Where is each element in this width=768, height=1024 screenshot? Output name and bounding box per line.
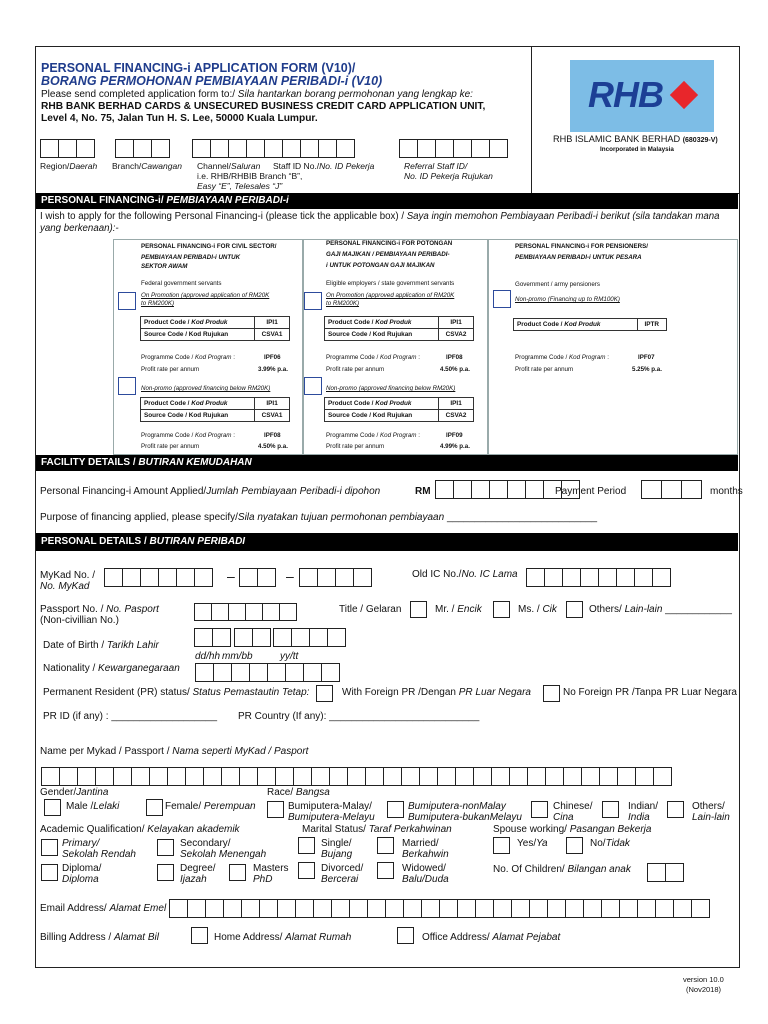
email-label: Email Address/ Alamat Emel [40,903,167,914]
channel-label: Channel/Saluran [197,161,261,171]
section-personal: PERSONAL DETAILS / BUTIRAN PERIBADI [36,533,738,551]
rhb-diamond-icon [670,81,698,109]
race-indian-label: Indian/ India [628,801,659,823]
payroll-nonpromo-label: Non-promo (approved financing below RM20K) [326,385,456,392]
billing-label: Billing Address / Alamat Bil [40,932,159,943]
region-label: Region/Daerah [40,161,98,171]
payroll-nonpromo-programme-label: Programme Code / Kod Program : [326,432,420,439]
race-others-checkbox[interactable] [667,801,684,818]
name-input[interactable] [42,767,672,786]
pensioners-rate: 5.25% p.a. [632,366,662,373]
form-title-malay: BORANG PERMOHONAN PEMBIAYAAN PERIBADI-i (V10) [41,74,383,88]
mykad-dash-2: – [286,568,294,584]
section-facility: FACILITY DETAILS / BUTIRAN KEMUDAHAN [36,455,738,471]
marital-widowed-checkbox[interactable] [377,862,394,879]
academic-label: Academic Qualification/ Kelayakan akademik [40,824,240,835]
gender-female-label: Female/ Perempuan [165,801,256,812]
civil-promo-programme: IPF06 [264,354,281,361]
payroll-nonpromo-codes: Product Code / Kod Produk IPI1 Source Code / Kod Rujukan CSVA2 [324,397,474,422]
payroll-promo-codes: Product Code / Kod Produk IPI1 Source Code / Kod Rujukan CSVA2 [324,316,474,341]
email-input[interactable] [170,899,710,918]
marital-married-checkbox[interactable] [377,837,394,854]
old-ic-input[interactable] [527,568,671,587]
civil-promo-rate-label: Profit rate per annum [141,366,200,373]
referral-id-input[interactable] [400,139,508,158]
dob-mm-hint: mm/bb [222,651,253,662]
nationality-input[interactable] [196,663,340,682]
billing-home-label: Home Address/ Alamat Rumah [214,932,352,943]
academic-degree-checkbox[interactable] [157,864,174,881]
pane-payroll [303,239,488,455]
race-label: Race/ Bangsa [267,787,330,798]
pr-with-foreign-label: With Foreign PR /Dengan PR Luar Negara [342,687,531,698]
marital-divorced-checkbox[interactable] [298,862,315,879]
billing-office-checkbox[interactable] [397,927,414,944]
civil-promo-label: On Promotion (approved application of RM20K [141,292,270,299]
civil-title-my-2: SEKTOR AWAM [141,263,188,270]
payroll-title-3: i UNTUK POTONGAN GAJI MAJIKAN [326,262,435,269]
spouse-yes-checkbox[interactable] [493,837,510,854]
payroll-eligible: Eligible employers / state government servants [326,280,455,287]
region-input[interactable] [41,139,95,158]
header-divider [531,46,532,193]
passport-label: Passport No. / No. Pasport (Non-civillian No.) [40,604,159,626]
pr-with-foreign-checkbox[interactable] [316,685,333,702]
payroll-promo-programme-label: Programme Code / Kod Program : [326,354,420,361]
pensioners-programme-label: Programme Code / Kod Program : [515,354,609,361]
payroll-nonpromo-programme: IPF09 [446,432,463,439]
dob-day-input[interactable] [195,628,231,647]
title-ms-label: Ms. / Cik [518,604,557,615]
billing-office-label: Office Address/ Alamat Pejabat [422,932,561,943]
mykad-part3-input[interactable] [300,568,372,587]
gender-male-label: Male /Lelaki [66,801,120,812]
name-label: Name per Mykad / Passport / Nama seperti MyKad / Pasport [40,746,309,757]
spouse-yes-label: Yes/Ya [517,838,548,849]
unit-address-line1: RHB BANK BERHAD CARDS & UNSECURED BUSINESS CREDIT CARD APPLICATION UNIT, [41,101,486,112]
civil-promo-label-2: to RM200K) [141,300,175,307]
gender-male-checkbox[interactable] [44,799,61,816]
marital-married-label: Married/ Berkahwin [402,838,449,860]
race-others-label: Others/ Lain-lain [692,801,730,823]
dob-year-input[interactable] [274,628,346,647]
pane-civil [113,239,303,455]
pensioners-programme: IPF07 [638,354,655,361]
children-input[interactable] [648,863,684,882]
payroll-promo-programme: IPF08 [446,354,463,361]
payroll-title-1: PERSONAL FINANCING-i FOR POTONGAN [326,240,453,247]
mykad-dash-1: – [227,568,235,584]
mykad-part1-input[interactable] [105,568,213,587]
civil-nonpromo-programme: IPF08 [264,432,281,439]
purpose-label: Purpose of financing applied, please specify/Sila nyatakan tujuan permohonan pembiayaan ___________________________ [40,512,598,523]
months-label: months [710,486,743,497]
period-input[interactable] [642,480,702,499]
send-instruction: Please send completed application form to:/ Sila hantarkan borang permohonan yang lengkap ke: [41,89,473,100]
dob-dd-hint: dd/hh [195,651,221,662]
pensioners-title: PERSONAL FINANCING-i FOR PENSIONERS/ [515,243,648,250]
channel-input[interactable] [193,139,355,158]
title-ms-checkbox[interactable] [493,601,510,618]
academic-diploma-checkbox[interactable] [41,864,58,881]
civil-nonpromo-rate-label: Profit rate per annum [141,443,200,450]
race-chinese-label: Chinese/ Cina [553,801,593,823]
branch-label: Branch/Cawangan [112,161,182,171]
payroll-nonpromo-checkbox[interactable] [304,377,322,395]
payroll-nonpromo-rate: 4.99% p.a. [440,443,470,450]
section-personal-financing: PERSONAL FINANCING-i/ PEMBIAYAAN PERIBADI-i [36,193,738,209]
payroll-promo-label: On Promotion (approved application of RM20K [326,292,455,299]
title-mr-label: Mr. / Encik [435,604,482,615]
civil-nonpromo-codes: Product Code / Kod Produk IPI1 Source Code / Kod Rujukan CSVA1 [140,397,290,422]
form-title: PERSONAL FINANCING-i APPLICATION FORM (V10)/ [41,61,356,75]
title-mr-checkbox[interactable] [410,601,427,618]
spouse-no-label: No/Tidak [590,838,630,849]
version: version 10.0 [683,975,724,984]
amount-label: Personal Financing-i Amount Applied/Jumlah Pembiayaan Peribadi-i dipohon [40,486,381,497]
pensioners-eligible: Government / army pensioners [515,281,600,288]
race-indian-checkbox[interactable] [602,801,619,818]
staff-id-label: Staff ID No./No. ID Pekerja [273,161,375,171]
pane-pensioners [488,239,738,455]
marital-divorced-label: Divorced/ Bercerai [321,863,364,885]
civil-nonpromo-label: Non-promo (approved financing below RM20K) [141,385,271,392]
civil-promo-programme-label: Programme Code / Kod Program : [141,354,235,361]
academic-masters-checkbox[interactable] [229,864,246,881]
civil-title: PERSONAL FINANCING-i FOR CIVIL SECTOR/ [141,243,277,250]
civil-eligible: Federal government servants [141,280,222,287]
civil-nonpromo-checkbox[interactable] [118,377,136,395]
marital-label: Marital Status/ Taraf Perkahwinan [302,824,452,835]
old-ic-label: Old IC No./No. IC Lama [412,569,518,580]
pr-no-foreign-checkbox[interactable] [543,685,560,702]
title-others-checkbox[interactable] [566,601,583,618]
payroll-nonpromo-rate-label: Profit rate per annum [326,443,385,450]
academic-secondary-label: Secondary/ Sekolah Menengah [180,838,267,860]
billing-home-checkbox[interactable] [191,927,208,944]
payroll-promo-rate: 4.50% p.a. [440,366,470,373]
pr-status-label: Permanent Resident (PR) status/ Status Pemastautin Tetap: [43,687,310,698]
incorporated: Incorporated in Malaysia [600,146,674,153]
mykad-part2-input[interactable] [240,568,276,587]
passport-input[interactable] [195,603,297,622]
pensioners-nonpromo-checkbox[interactable] [493,290,511,308]
children-label: No. Of Children/ Bilangan anak [493,864,631,875]
pr-no-foreign-label: No Foreign PR /Tanpa PR Luar Negara [563,687,737,698]
pr-country-label: PR Country (If any): ___________________________ [238,711,480,722]
period-label: Payment Period [555,486,627,497]
branch-input[interactable] [116,139,170,158]
referral-label-malay: No. ID Pekerja Rujukan [404,171,493,181]
pf-intro: I wish to apply for the following Personal Financing-i (please tick the applicable box) / Saya ingin memohon Pembiayaan Peribadi-i berikut (sila tandakan mana yang berkenaan):- [40,211,720,234]
channel-note-2: Easy “E”, Telesales “J” [197,181,283,191]
mykad-label: MyKad No. / No. MyKad [40,570,96,592]
unit-address-line2: Level 4, No. 75, Jalan Tun H. S. Lee, 50000 Kuala Lumpur. [41,113,318,124]
academic-primary-checkbox[interactable] [41,839,58,856]
civil-promo-rate: 3.99% p.a. [258,366,288,373]
civil-nonpromo-rate: 4.50% p.a. [258,443,288,450]
pr-id-label: PR ID (if any) : ___________________ [43,711,218,722]
academic-degree-label: Degree/ Ijazah [180,863,216,885]
payroll-promo-label-2: to RM200K) [326,300,360,307]
race-bumi-malay-label: Bumiputera-Malay/ Bumiputera-Melayu [288,801,375,823]
spouse-label: Spouse working/ Pasangan Bekerja [493,824,652,835]
bank-name: RHB ISLAMIC BANK BERHAD (680329-V) [553,134,718,144]
academic-diploma-label: Diploma/ Diploma [62,863,102,885]
marital-single-label: Single/ Bujang [321,838,353,860]
dob-month-input[interactable] [235,628,271,647]
civil-nonpromo-programme-label: Programme Code / Kod Program : [141,432,235,439]
dob-label: Date of Birth / Tarikh Lahir [43,640,159,651]
spouse-no-checkbox[interactable] [566,837,583,854]
payroll-title-2: GAJI MAJIKAN / PEMBIAYAAN PERIBADI- [326,251,450,258]
pensioners-rate-label: Profit rate per annum [515,366,574,373]
pensioners-title-my: PEMBIAYAAN PERIBADI-i UNTUK PESARA [515,254,642,261]
currency-label: RM [415,486,431,497]
academic-secondary-checkbox[interactable] [157,839,174,856]
academic-primary-label: Primary/ Sekolah Rendah [62,838,136,860]
channel-note-1: i.e. RHB/RHBIB Branch “B”, [197,171,303,181]
title-label: Title / Gelaran [339,604,402,615]
marital-widowed-label: Widowed/ Balu/Duda [402,863,449,885]
marital-single-checkbox[interactable] [298,837,315,854]
civil-promo-checkbox[interactable] [118,292,136,310]
civil-promo-codes: Product Code / Kod Produk IPI1 Source Code / Kod Rujukan CSVA1 [140,316,290,341]
civil-title-my-1: PEMBIAYAAN PERIBADI-i UNTUK [141,254,241,261]
payroll-promo-checkbox[interactable] [304,292,322,310]
race-chinese-checkbox[interactable] [531,801,548,818]
dob-yy-hint: yy/tt [280,651,299,662]
academic-masters-label: Masters PhD [253,863,289,885]
race-bumi-nonmalay-checkbox[interactable] [387,801,404,818]
nationality-label: Nationality / Kewarganegaraan [43,663,180,674]
title-others-label: Others/ Lain-lain ____________ [589,604,732,615]
race-bumi-nonmalay-label: Bumiputera-nonMalay Bumiputera-bukanMelayu [408,801,522,823]
referral-label: Referral Staff ID/ [404,161,468,171]
pensioners-codes: Product Code / Kod Produk IPTR [513,318,667,331]
payroll-promo-rate-label: Profit rate per annum [326,366,385,373]
pensioners-nonpromo-label: Non-promo (Financing up to RM100K) [515,296,620,303]
gender-female-checkbox[interactable] [146,799,163,816]
version-date: (Nov2018) [686,985,722,994]
rhb-logo: RHB [570,60,714,132]
gender-label: Gender/Jantina [40,787,109,798]
race-bumi-malay-checkbox[interactable] [267,801,284,818]
